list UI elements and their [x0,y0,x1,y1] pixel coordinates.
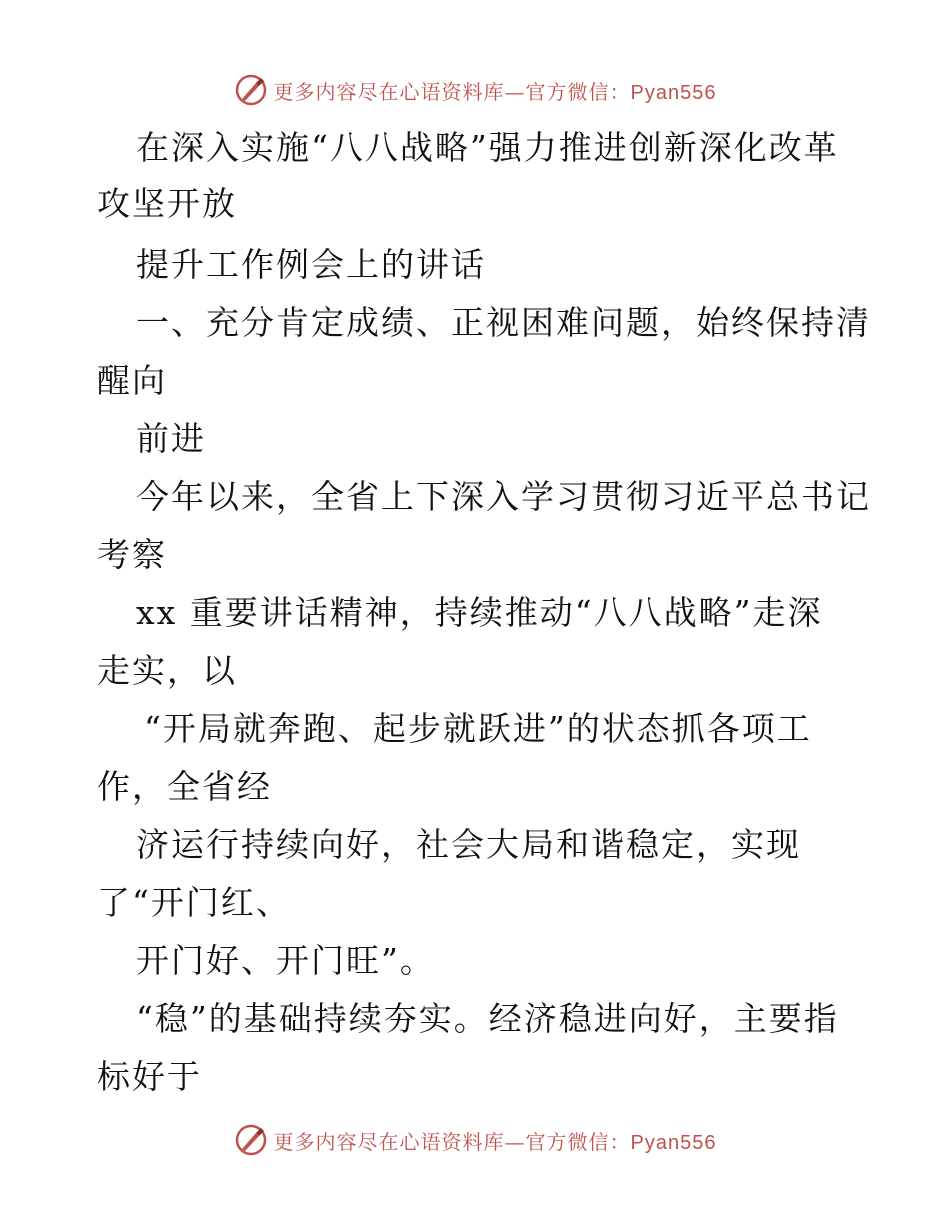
text-line: 考察 [97,535,167,574]
watermark-wechat-label: 官方微信： [525,1129,631,1154]
text-line: 前进 [136,419,206,458]
watermark-text [274,1126,717,1155]
text-line: 标好于 [97,1057,202,1096]
text-line: 攻坚开放 [97,184,237,223]
text-line: 走实，以 [97,651,237,690]
text-line: 醒向 [97,361,167,400]
watermark-separator: — [504,1129,526,1154]
watermark-site: 更多内容尽在心语资料库 [273,1129,505,1154]
text-line: 作，全省经 [97,767,272,806]
text-line: “稳”的基础持续夯实。经济稳进向好，主要指 [136,999,839,1038]
text-line: “开局就奔跑、起步就跃进”的状态抓各项工 [144,709,812,748]
text-line: 一、充分肯定成绩、正视困难问题，始终保持清 [136,303,871,342]
text-line: xx 重要讲话精神，持续推动“八八战略”走深 [136,593,823,632]
text-line: 提升工作例会上的讲话 [136,245,486,284]
text-line: 今年以来，全省上下深入学习贯彻习近平总书记 [136,477,871,516]
footer-watermark [0,1120,950,1160]
watermark-separator: — [504,79,526,104]
text-line: 济运行持续向好，社会大局和谐稳定，实现 [136,825,801,864]
text-line: 在深入实施“八八战略”强力推进创新深化改革 [136,128,839,167]
fountain-pen-logo-icon [234,1123,268,1157]
text-line: 了“开门红、 [97,883,291,922]
watermark-account: Pyan556 [630,81,717,104]
watermark-account: Pyan556 [630,1131,717,1154]
watermark-wechat-label: 官方微信： [525,79,631,104]
text-line: 开门好、开门旺”。 [136,941,435,980]
watermark-site: 更多内容尽在心语资料库 [273,79,505,104]
